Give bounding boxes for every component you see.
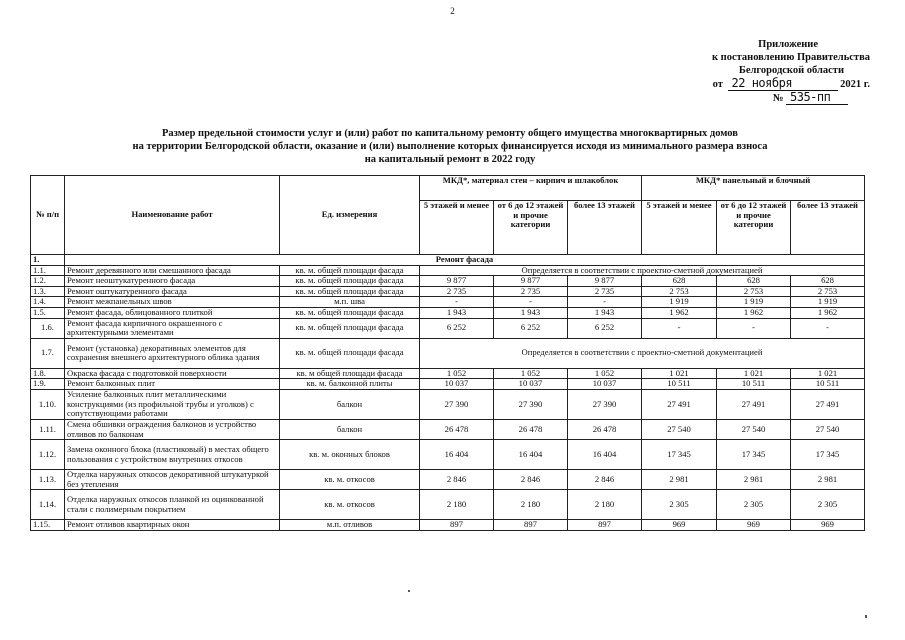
header-group-panel: МКД* панельный и блочный: [642, 176, 865, 201]
price-cell: 6 252: [568, 318, 642, 338]
price-cell: 27 491: [642, 389, 717, 419]
section-row: [31, 255, 865, 266]
price-cell: 1 962: [717, 307, 791, 318]
price-cell: 27 390: [494, 389, 568, 419]
work-name: Ремонт отливов квартирных окон: [65, 520, 280, 531]
number-prefix: №: [772, 93, 784, 104]
section-number: 1.: [31, 255, 65, 266]
price-cell: 16 404: [568, 440, 642, 470]
price-cell: 27 540: [791, 419, 865, 439]
price-cell: 27 491: [791, 389, 865, 419]
row-number: 1.12.: [31, 440, 65, 470]
table-row: [31, 490, 865, 520]
scan-mark: [408, 590, 410, 592]
price-cell: 1 052: [568, 368, 642, 379]
price-cell: 2 981: [791, 470, 865, 490]
price-cell: 9 877: [494, 276, 568, 287]
price-cell: 969: [642, 520, 717, 531]
price-cell: -: [642, 318, 717, 338]
price-cell: 2 305: [791, 490, 865, 520]
price-cell: 27 390: [568, 389, 642, 419]
row-number: 1.4.: [31, 297, 65, 308]
row-number: 1.11.: [31, 419, 65, 439]
price-cell: 10 037: [568, 379, 642, 390]
price-cell: 2 981: [642, 470, 717, 490]
price-cell: 1 021: [642, 368, 717, 379]
row-number: 1.14.: [31, 490, 65, 520]
price-cell: 2 180: [494, 490, 568, 520]
price-cell: 16 404: [494, 440, 568, 470]
appendix-line-2: к постановлению Правительства: [711, 52, 870, 63]
price-cell: 1 919: [791, 297, 865, 308]
table-row: [31, 379, 865, 390]
work-name: Отделка наружных откосов планкой из оцинкованной стали с полимерным покрытием: [65, 490, 280, 520]
date-prefix: от: [712, 79, 723, 90]
price-cell: 27 540: [642, 419, 717, 439]
work-name: Замена оконного блока (пластиковый) в местах общего пользования с устройством внутренних откосов: [65, 440, 280, 470]
price-cell: 1 919: [642, 297, 717, 308]
work-name: Отделка наружных откосов декоративной штукатуркой без утепления: [65, 470, 280, 490]
appendix-date: [650, 77, 870, 91]
price-cell: 969: [717, 520, 791, 531]
price-cell: 2 305: [642, 490, 717, 520]
price-cell: 9 877: [420, 276, 494, 287]
price-cell: 17 345: [791, 440, 865, 470]
header-sub: от 6 до 12 этажей и прочие категории: [717, 201, 791, 255]
price-cell: 10 037: [420, 379, 494, 390]
price-cell: 1 919: [717, 297, 791, 308]
price-cell: 2 735: [494, 286, 568, 297]
price-cell: -: [420, 297, 494, 308]
table-row: [31, 389, 865, 419]
number-handwritten: 535-пп: [786, 91, 848, 105]
section-label: Ремонт фасада: [65, 255, 865, 266]
price-cell: 1 962: [791, 307, 865, 318]
row-number: 1.9.: [31, 379, 65, 390]
price-cell: 1 962: [642, 307, 717, 318]
table-row: [31, 470, 865, 490]
work-name: Ремонт деревянного или смешанного фасада: [65, 265, 280, 276]
appendix-title: Приложение: [758, 39, 818, 50]
price-cell: 1 943: [494, 307, 568, 318]
price-cell: 1 021: [791, 368, 865, 379]
price-cell: -: [717, 318, 791, 338]
row-number: 1.1.: [31, 265, 65, 276]
price-cell: 2 753: [791, 286, 865, 297]
price-cell: 6 252: [494, 318, 568, 338]
work-name: Ремонт оштукатуренного фасада: [65, 286, 280, 297]
row-number: 1.6.: [31, 318, 65, 338]
price-cell: 10 511: [642, 379, 717, 390]
price-cell: 17 345: [642, 440, 717, 470]
row-number: 1.8.: [31, 368, 65, 379]
price-cell: 26 478: [420, 419, 494, 439]
unit-cell: кв. м. общей площади фасада: [280, 318, 420, 338]
price-cell: 16 404: [420, 440, 494, 470]
price-cell: 2 180: [568, 490, 642, 520]
price-cell: 1 052: [420, 368, 494, 379]
price-cell: 2 846: [420, 470, 494, 490]
unit-cell: кв. м. общей площади фасада: [280, 307, 420, 318]
price-cell: 628: [717, 276, 791, 287]
unit-cell: м.п. отливов: [280, 520, 420, 531]
title-line-2: на территории Белгородской области, оказание и (или) выполнение которых финансируется исходя из минимального размера взноса: [132, 141, 768, 152]
price-cell: 9 877: [568, 276, 642, 287]
table-row: [31, 318, 865, 338]
work-name: Ремонт фасада кирпичного окрашенного с архитектурными элементами: [65, 318, 280, 338]
unit-cell: кв. м. общей площади фасада: [280, 265, 420, 276]
unit-cell: кв. м. общей площади фасада: [280, 276, 420, 287]
unit-cell: кв. м. общей площади фасада: [280, 286, 420, 297]
table-row: [31, 286, 865, 297]
price-cell: 2 735: [420, 286, 494, 297]
unit-cell: кв. м. откосов: [280, 490, 420, 520]
merged-note: Определяется в соответствии с проектно-сметной документацией: [420, 338, 865, 368]
price-cell: 969: [791, 520, 865, 531]
work-name: Окраска фасада с подготовкой поверхности: [65, 368, 280, 379]
price-cell: 10 511: [791, 379, 865, 390]
work-name: Смена обшивки ограждения балконов и устройство отливов по балконам: [65, 419, 280, 439]
row-number: 1.5.: [31, 307, 65, 318]
price-cell: 10 511: [717, 379, 791, 390]
row-number: 1.15.: [31, 520, 65, 531]
price-cell: 26 478: [494, 419, 568, 439]
table-row: [31, 307, 865, 318]
work-name: Ремонт (установка) декоративных элементов для сохранения внешнего архитектурного облика здания: [65, 338, 280, 368]
table-row: [31, 368, 865, 379]
price-cell: 897: [494, 520, 568, 531]
table-row: [31, 265, 865, 276]
title-line-1: Размер предельной стоимости услуг и (или) работ по капитальному ремонту общего имущества многоквартирных домов: [162, 128, 738, 139]
row-number: 1.13.: [31, 470, 65, 490]
appendix-line-3: Белгородской области: [738, 65, 844, 76]
row-number: 1.3.: [31, 286, 65, 297]
unit-cell: балкон: [280, 389, 420, 419]
price-cell: 897: [568, 520, 642, 531]
unit-cell: кв. м. общей площади фасада: [280, 338, 420, 368]
price-cell: 10 037: [494, 379, 568, 390]
price-cell: 628: [642, 276, 717, 287]
price-cell: 2 753: [642, 286, 717, 297]
work-name: Ремонт фасада, облицованного плиткой: [65, 307, 280, 318]
price-cell: 1 943: [568, 307, 642, 318]
work-name: Ремонт межпанельных швов: [65, 297, 280, 308]
date-suffix: 2021 г.: [840, 79, 870, 90]
price-cell: 27 540: [717, 419, 791, 439]
header-num: № п/п: [31, 176, 65, 255]
price-cell: 628: [791, 276, 865, 287]
unit-cell: балкон: [280, 419, 420, 439]
price-cell: 2 981: [717, 470, 791, 490]
price-cell: 1 052: [494, 368, 568, 379]
header-sub: более 13 этажей: [791, 201, 865, 255]
header-sub: от 6 до 12 этажей и прочие категории: [494, 201, 568, 255]
table-row: [31, 440, 865, 470]
price-cell: -: [568, 297, 642, 308]
appendix-number: [650, 91, 870, 105]
price-cell: 1 021: [717, 368, 791, 379]
unit-cell: кв. м общей площади фасада: [280, 368, 420, 379]
header-sub: 5 этажей и менее: [420, 201, 494, 255]
merged-note: Определяется в соответствии с проектно-сметной документацией: [420, 265, 865, 276]
table-row: [31, 297, 865, 308]
price-cell: 6 252: [420, 318, 494, 338]
title-line-3: на капитальный ремонт в 2022 году: [364, 154, 536, 165]
table-row: [31, 520, 865, 531]
unit-cell: кв. м. балконной плиты: [280, 379, 420, 390]
price-cell: 1 943: [420, 307, 494, 318]
work-name: Усиление балконных плит металлическими конструкциями (из профильной трубы и уголков) с сопутствующими работами: [65, 389, 280, 419]
date-handwritten: 22 ноября: [728, 77, 838, 91]
price-cell: -: [494, 297, 568, 308]
price-cell: 2 305: [717, 490, 791, 520]
price-cell: 2 180: [420, 490, 494, 520]
document-title: [70, 127, 830, 166]
row-number: 1.2.: [31, 276, 65, 287]
price-cell: 26 478: [568, 419, 642, 439]
header-unit: Ед. измерения: [280, 176, 420, 255]
price-cell: -: [791, 318, 865, 338]
unit-cell: кв. м. откосов: [280, 470, 420, 490]
page-number: 2: [450, 6, 455, 16]
unit-cell: м.п. шва: [280, 297, 420, 308]
scan-mark: [865, 615, 867, 618]
price-cell: 2 846: [568, 470, 642, 490]
price-cell: 2 735: [568, 286, 642, 297]
price-cell: 2 753: [717, 286, 791, 297]
price-cell: 27 491: [717, 389, 791, 419]
table-row: [31, 276, 865, 287]
header-name: Наименование работ: [65, 176, 280, 255]
price-cell: 17 345: [717, 440, 791, 470]
work-name: Ремонт неоштукатуренного фасада: [65, 276, 280, 287]
price-cell: 2 846: [494, 470, 568, 490]
header-sub: 5 этажей и менее: [642, 201, 717, 255]
table-row: [31, 338, 865, 368]
row-number: 1.10.: [31, 389, 65, 419]
unit-cell: кв. м. оконных блоков: [280, 440, 420, 470]
header-sub: более 13 этажей: [568, 201, 642, 255]
work-name: Ремонт балконных плит: [65, 379, 280, 390]
table-row: [31, 419, 865, 439]
header-group-brick: МКД*, материал стен – кирпич и шлакоблок: [420, 176, 642, 201]
row-number: 1.7.: [31, 338, 65, 368]
cost-table: [30, 175, 865, 531]
appendix-block: [650, 38, 870, 105]
price-cell: 897: [420, 520, 494, 531]
price-cell: 27 390: [420, 389, 494, 419]
